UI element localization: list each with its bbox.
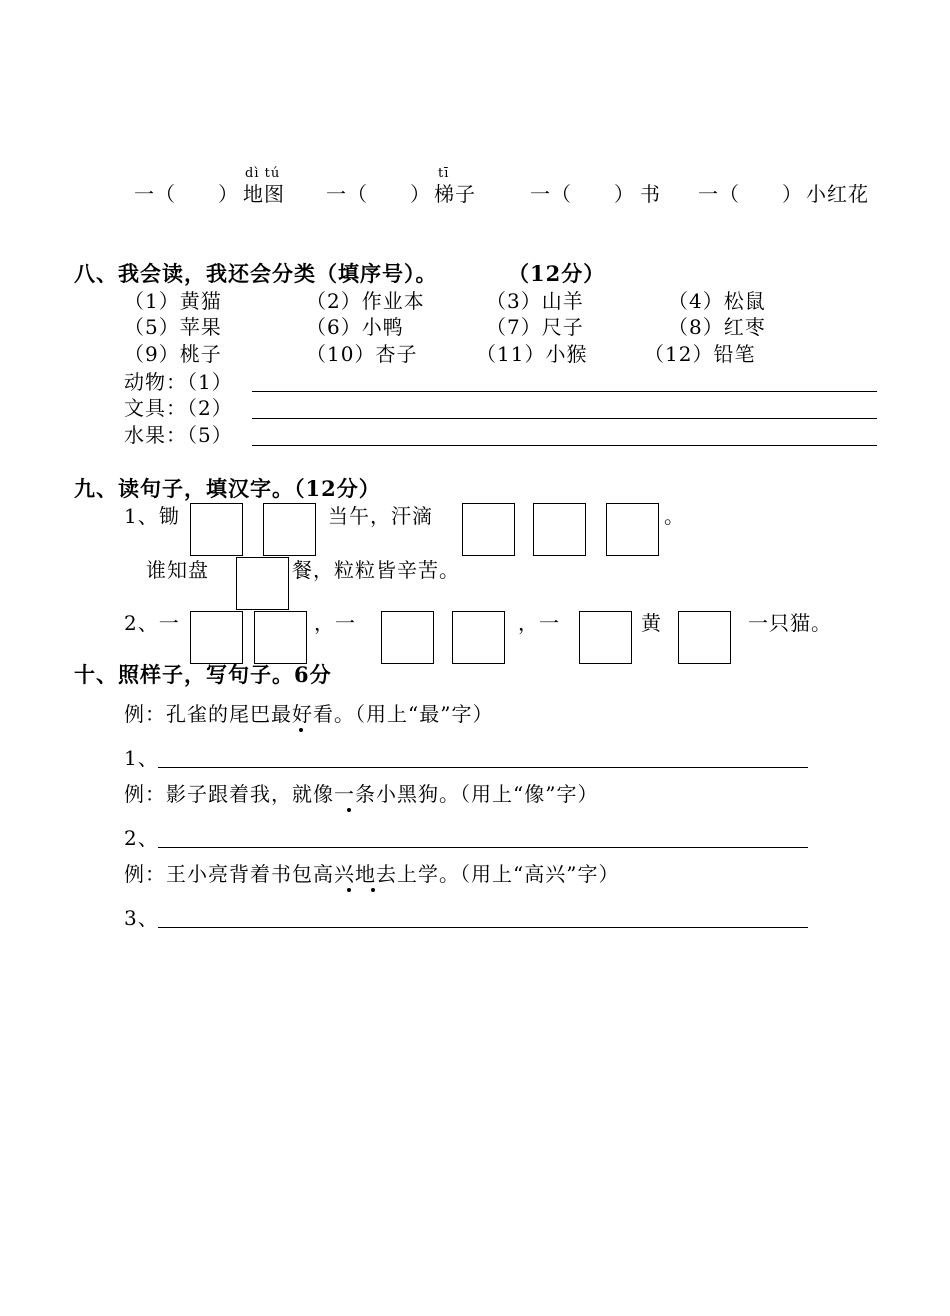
section-9-title: 九、读句子，填汉字。（12分） xyxy=(74,476,381,501)
category-animals-label: 动物：（1） xyxy=(124,370,233,394)
q2-box-1[interactable] xyxy=(190,611,243,664)
emphasis-dot-gao xyxy=(347,888,351,892)
q1-line2-end: 餐，粒粒皆辛苦。 xyxy=(292,558,460,582)
q2-start: 2、一 xyxy=(124,611,180,635)
measure-word-1: 地图 xyxy=(243,182,285,206)
example-1: 例：孔雀的尾巴最好看。（用上“最”字） xyxy=(124,702,494,726)
measure-prefix-3: 一（ xyxy=(530,182,572,206)
q1-box-5[interactable] xyxy=(606,503,659,556)
category-fruit-answer-line[interactable] xyxy=(252,445,877,446)
q1-box-2[interactable] xyxy=(263,503,316,556)
answer-1-line[interactable] xyxy=(158,767,808,768)
q1-mid: 当午，汗滴 xyxy=(328,504,433,528)
item-10: （10）杏子 xyxy=(306,342,418,366)
item-8: （8）红枣 xyxy=(668,315,766,339)
answer-3-line[interactable] xyxy=(158,927,808,928)
q1-end: 。 xyxy=(664,504,685,528)
q1-box-1[interactable] xyxy=(190,503,243,556)
q2-box-6[interactable] xyxy=(678,611,731,664)
measure-close-2: ） xyxy=(410,182,431,206)
q2-box-4[interactable] xyxy=(452,611,505,664)
section-8-title: 八、我会读，我还会分类（填序号）。 xyxy=(74,261,438,286)
measure-word-2: 梯子 xyxy=(434,182,476,206)
example-3: 例：王小亮背着书包高兴地去上学。（用上“高兴”字） xyxy=(124,862,620,886)
q1-line2-start: 谁知盘 xyxy=(146,558,209,582)
item-12: （12）铅笔 xyxy=(644,342,756,366)
answer-1-label: 1、 xyxy=(124,746,159,770)
pinyin-ditu: dì tú xyxy=(245,166,281,181)
item-1: （1）黄猫 xyxy=(124,289,222,313)
category-stationery-label: 文具：（2） xyxy=(124,396,233,420)
item-3: （3）山羊 xyxy=(486,289,584,313)
measure-close-1: ） xyxy=(218,182,239,206)
item-7: （7）尺子 xyxy=(486,315,584,339)
q1-start: 1、锄 xyxy=(124,504,180,528)
measure-word-3: 书 xyxy=(640,182,661,206)
q2-huang: 黄 xyxy=(641,611,662,635)
q1-box-6[interactable] xyxy=(236,557,289,610)
answer-2-label: 2、 xyxy=(124,826,159,850)
measure-prefix-1: 一（ xyxy=(134,182,176,206)
q1-box-4[interactable] xyxy=(533,503,586,556)
emphasis-dot-xiang xyxy=(347,808,351,812)
item-5: （5）苹果 xyxy=(124,315,222,339)
section-10-title: 十、照样子，写句子。6分 xyxy=(74,662,332,687)
q2-box-2[interactable] xyxy=(254,611,307,664)
q2-comma-1: ，一 xyxy=(314,611,356,635)
pinyin-ti: tī xyxy=(438,166,450,181)
measure-prefix-4: 一（ xyxy=(698,182,740,206)
item-9: （9）桃子 xyxy=(124,342,222,366)
item-4: （4）松鼠 xyxy=(668,289,766,313)
answer-2-line[interactable] xyxy=(158,847,808,848)
item-11: （11）小猴 xyxy=(476,342,588,366)
q2-end: 一只猫。 xyxy=(748,611,832,635)
emphasis-dot-zui xyxy=(299,728,303,732)
measure-word-4: 小红花 xyxy=(806,182,869,206)
measure-close-3: ） xyxy=(614,182,635,206)
q2-box-3[interactable] xyxy=(381,611,434,664)
q2-box-5[interactable] xyxy=(579,611,632,664)
measure-close-4: ） xyxy=(782,182,803,206)
measure-prefix-2: 一（ xyxy=(326,182,368,206)
item-6: （6）小鸭 xyxy=(306,315,404,339)
emphasis-dot-xing xyxy=(371,888,375,892)
category-fruit-label: 水果：（5） xyxy=(124,423,233,447)
category-stationery-answer-line[interactable] xyxy=(252,418,877,419)
category-animals-answer-line[interactable] xyxy=(252,391,877,392)
section-8-score: （12分） xyxy=(508,261,606,286)
answer-3-label: 3、 xyxy=(124,906,159,930)
example-2: 例：影子跟着我，就像一条小黑狗。（用上“像”字） xyxy=(124,782,599,806)
q1-box-3[interactable] xyxy=(462,503,515,556)
q2-comma-2: ，一 xyxy=(518,611,560,635)
item-2: （2）作业本 xyxy=(306,289,425,313)
